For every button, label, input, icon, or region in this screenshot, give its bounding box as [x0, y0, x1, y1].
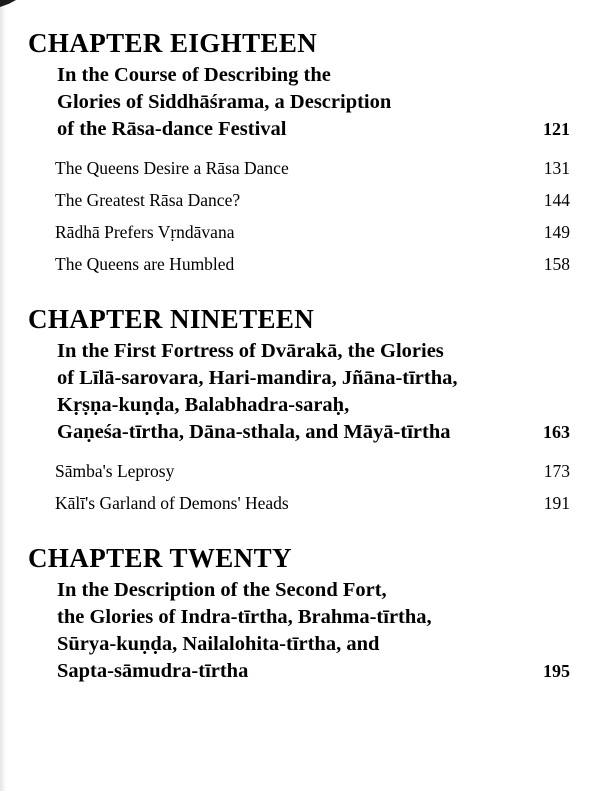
- entry-page-number: 131: [543, 157, 570, 178]
- toc-entry: [55, 487, 570, 519]
- chapter-title: [57, 338, 570, 446]
- entry-label: The Queens Desire a Rāsa Dance: [55, 157, 289, 178]
- chapter-page-number: 121: [543, 119, 570, 140]
- chapter-title-line: [57, 631, 570, 658]
- chapter-title-line: [57, 338, 570, 365]
- toc-chapter: [28, 28, 570, 280]
- entry-page-number: 191: [543, 492, 570, 513]
- chapter-title-text: Gaṇeśa-tīrtha, Dāna-sthala, and Māyā-tīrtha: [57, 421, 451, 444]
- entry-label: The Queens are Humbled: [55, 253, 235, 274]
- toc-entry: [55, 455, 570, 487]
- toc-entry: [55, 152, 570, 184]
- entry-label: Sāmba's Leprosy: [55, 460, 175, 481]
- chapter-heading: CHAPTER EIGHTEEN: [28, 28, 318, 58]
- chapter-title-text: Kṛṣṇa-kuṇḍa, Balabhadra-saraḥ,: [57, 394, 350, 417]
- chapter-entries: [55, 152, 570, 280]
- chapter-page-number: 163: [543, 422, 570, 443]
- chapter-title-text: of Līlā-sarovara, Hari-mandira, Jñāna-tīrtha,: [57, 367, 458, 390]
- chapter-entries: [55, 455, 570, 519]
- chapter-title-line: [57, 365, 570, 392]
- chapter-title-text: In the Course of Describing the: [57, 64, 331, 87]
- chapter-title-text: In the Description of the Second Fort,: [57, 579, 387, 602]
- chapter-title-text: the Glories of Indra-tīrtha, Brahma-tīrtha,: [57, 606, 432, 629]
- chapter-title-text: Sapta-sāmudra-tīrtha: [57, 660, 249, 683]
- chapter-title-line: [57, 577, 570, 604]
- toc-chapter: [28, 543, 570, 685]
- chapter-title-text: Glories of Siddhāśrama, a Description: [57, 91, 392, 114]
- chapter-title-line: [57, 62, 570, 89]
- toc-entry: [55, 184, 570, 216]
- chapter-page-number: 195: [543, 661, 570, 682]
- scan-edge-shadow: [0, 0, 6, 791]
- chapter-title-line: [57, 604, 570, 631]
- entry-page-number: 173: [543, 460, 570, 481]
- toc-entry: [55, 248, 570, 280]
- chapter-title-line: [57, 116, 570, 143]
- chapter-title-text: of the Rāsa-dance Festival: [57, 118, 287, 141]
- entry-page-number: 149: [543, 221, 570, 242]
- scan-artifact-corner: [0, 0, 16, 7]
- entry-page-number: 144: [543, 189, 570, 210]
- entry-page-number: 158: [543, 253, 570, 274]
- chapter-title-line: [57, 419, 570, 446]
- entry-label: The Greatest Rāsa Dance?: [55, 189, 241, 210]
- toc-chapter-list: [28, 28, 570, 685]
- chapter-heading: CHAPTER TWENTY: [28, 543, 292, 574]
- toc-entry: [55, 216, 570, 248]
- chapter-title-text: Sūrya-kuṇḍa, Nailalohita-tīrtha, and: [57, 633, 380, 656]
- chapter-title-line: [57, 89, 570, 116]
- entry-label: Rādhā Prefers Vṛndāvana: [55, 221, 235, 242]
- entry-label: Kālī's Garland of Demons' Heads: [55, 492, 289, 513]
- chapter-title-text: In the First Fortress of Dvārakā, the Glories: [57, 340, 444, 363]
- chapter-heading: CHAPTER NINETEEN: [28, 304, 315, 335]
- chapter-title-line: [57, 392, 570, 419]
- chapter-title: [57, 62, 570, 143]
- chapter-title-line: [57, 658, 570, 685]
- chapter-title: [57, 577, 570, 685]
- toc-chapter: [28, 304, 570, 519]
